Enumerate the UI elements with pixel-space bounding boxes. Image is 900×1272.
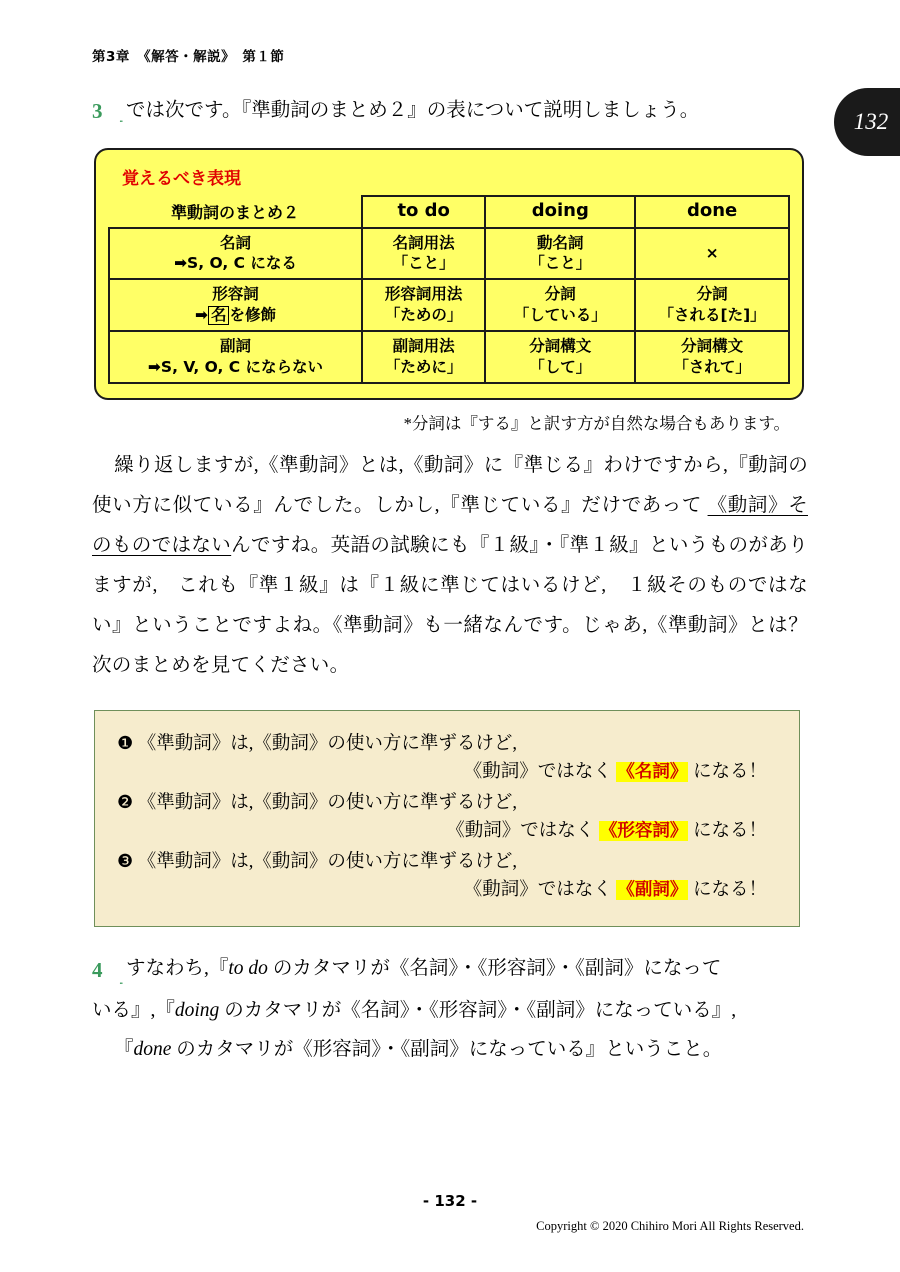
- section-4-italic-3: done: [133, 1038, 172, 1060]
- table-row-label-adverb: [109, 331, 362, 383]
- section-4-pre-2: いる』,『: [92, 999, 175, 1021]
- section-4-line-3: [92, 1030, 808, 1069]
- section-4-marker-dots: ..: [119, 975, 122, 986]
- table-col-done: done: [635, 196, 789, 228]
- page-tab-number: 132: [853, 109, 889, 134]
- cell-line1: ×: [705, 243, 719, 262]
- cell-line1: 副詞用法: [392, 337, 455, 356]
- section-4-post-1: のカタマリが《名詞》・《形容詞》・《副詞》になって: [267, 957, 722, 979]
- table-col-doing: doing: [485, 196, 635, 228]
- cell-line1: 分詞: [544, 285, 576, 304]
- summary-box: [94, 710, 800, 927]
- summary-highlight-1: 《名詞》: [617, 761, 688, 782]
- memorize-title: 覚えるべき表現: [122, 168, 241, 189]
- section-4-marker: [92, 949, 126, 991]
- table-row: [109, 228, 789, 280]
- summary-line2-3: [117, 876, 777, 906]
- section-3-intro: [92, 96, 808, 128]
- body-part-2: んですね。英語の試験にも『１級』・『準１級』というものがありますが, これも『準１級』は『１級に準じてはいるけど, １級そのものではない』ということですよね。《準動詞》も一緒なんです。じゃあ,《準動詞》とは？次のまとめを見てください。: [92, 534, 808, 676]
- summary-highlight-3: 《副詞》: [617, 879, 688, 900]
- cell-line1: 形容詞用法: [384, 285, 463, 304]
- footer-copyright: Copyright © 2020 Chihiro Mori All Rights Reserved.: [536, 1219, 804, 1233]
- section-4: [92, 949, 808, 1069]
- cell-line2: 「ために」: [384, 358, 463, 377]
- row-label-line1: 名詞: [219, 233, 251, 252]
- section-4-italic-2: doing: [174, 999, 220, 1021]
- section-4-line-2: [92, 991, 808, 1030]
- cell-line1: 分詞: [696, 285, 728, 304]
- cell-line2: 「ための」: [384, 306, 463, 325]
- cell-noun-doing: [485, 228, 635, 280]
- page-header: 第3章 《解答・解説》 第１節: [92, 49, 285, 65]
- summary-line2-2: [117, 817, 777, 847]
- cell-line1: 分詞構文: [529, 337, 592, 356]
- footer-page-number: - 132 -: [422, 1192, 478, 1210]
- cell-line1: 分詞構文: [681, 337, 744, 356]
- cell-line1: 名詞用法: [392, 233, 455, 252]
- summary-line2-pre-1: 《動詞》ではなく: [463, 761, 612, 782]
- cell-adj-done: [635, 279, 789, 331]
- table-footnote: *分詞は『する』と訳す方が自然な場合もあります。: [403, 414, 790, 434]
- section-3-text: では次です。『準動詞のまとめ２』の表について説明しましょう。: [126, 100, 700, 121]
- cell-line2: 「される[た]」: [658, 306, 766, 325]
- row-label-boxed-char: 名: [208, 306, 230, 325]
- summary-line1-2: 《準動詞》は,《動詞》の使い方に準ずるけど,: [137, 792, 518, 813]
- summary-bullet-3: ❸: [117, 850, 134, 872]
- body-part-1: 繰り返しますが,《準動詞》とは,《動詞》に『準じる』わけですから,『動詞の使い方に似ている』んでした。しかし,『準じている』だけであって: [92, 455, 808, 516]
- row-label-line2: ➡S, V, O, C にならない: [147, 358, 324, 377]
- section-4-post-2: のカタマリが《名詞》・《形容詞》・《副詞》になっている』,: [219, 999, 737, 1021]
- summary-item-1: [117, 729, 777, 788]
- table-row: [109, 331, 789, 383]
- cell-noun-todo: [362, 228, 485, 280]
- row-label-line2: [112, 305, 359, 326]
- summary-line2-1: [117, 758, 777, 788]
- table-row-label-header: 準動詞のまとめ２: [109, 196, 362, 228]
- cell-adj-todo: [362, 279, 485, 331]
- row-label-arrow: ➡: [194, 306, 208, 325]
- summary-line2-post-3: になる！: [692, 879, 767, 900]
- table-row: [109, 279, 789, 331]
- summary-line1-3: 《準動詞》は,《動詞》の使い方に準ずるけど,: [137, 851, 518, 872]
- cell-noun-done: [635, 228, 789, 280]
- table-row-label-noun: [109, 228, 362, 280]
- summary-bullet-1: ❶: [117, 732, 134, 754]
- row-label-line1: 形容詞: [212, 285, 259, 304]
- summary-item-3: [117, 847, 777, 906]
- cell-adv-doing: [485, 331, 635, 383]
- summary-line2-post-1: になる！: [692, 761, 767, 782]
- table-row-label-adjective: [109, 279, 362, 331]
- row-label-line1: 副詞: [219, 337, 251, 356]
- cell-line1: 動名詞: [537, 233, 584, 252]
- summary-line1-1: 《準動詞》は,《動詞》の使い方に準ずるけど,: [137, 733, 518, 754]
- cell-line2: 「している」: [513, 306, 607, 325]
- body-underlined: 《動詞》そのものではない: [92, 495, 808, 556]
- grammar-table-box: [94, 148, 804, 401]
- page-content: [92, 96, 808, 1069]
- cell-line2: 「こと」: [529, 254, 592, 273]
- section-4-line-1: [92, 949, 808, 991]
- table-header-row: [109, 196, 789, 228]
- section-3-number: 3: [92, 99, 103, 123]
- page-number-tab: [834, 88, 900, 156]
- summary-highlight-2: 《形容詞》: [599, 820, 688, 841]
- summary-bullet-2: ❷: [117, 791, 134, 813]
- cell-adv-done: [635, 331, 789, 383]
- summary-line2-pre-3: 《動詞》ではなく: [463, 879, 612, 900]
- row-label-suffix: を修飾: [229, 306, 276, 325]
- section-4-text-1: [126, 949, 808, 988]
- table-col-to-do: to do: [362, 196, 485, 228]
- cell-line2: 「こと」: [392, 254, 455, 273]
- section-3-marker-dots: ..: [119, 114, 122, 124]
- cell-line2: 「されて」: [673, 358, 751, 377]
- body-paragraph: [92, 446, 808, 686]
- row-label-line2: ➡S, O, C になる: [174, 254, 297, 273]
- section-3-marker: [92, 96, 126, 128]
- section-4-pre-3: 『: [114, 1038, 134, 1060]
- cell-line2: 「して」: [529, 358, 592, 377]
- grammar-table: [108, 195, 790, 385]
- section-4-pre-1: すなわち,『: [126, 957, 229, 979]
- summary-item-2: [117, 788, 777, 847]
- section-4-post-3: のカタマリが《形容詞》・《副詞》になっている』ということ。: [171, 1038, 723, 1060]
- cell-adj-doing: [485, 279, 635, 331]
- summary-line2-post-2: になる！: [692, 820, 767, 841]
- section-4-italic-1: to do: [228, 957, 268, 979]
- summary-line2-pre-2: 《動詞》ではなく: [446, 820, 595, 841]
- section-4-number: 4: [92, 957, 103, 982]
- cell-adv-todo: [362, 331, 485, 383]
